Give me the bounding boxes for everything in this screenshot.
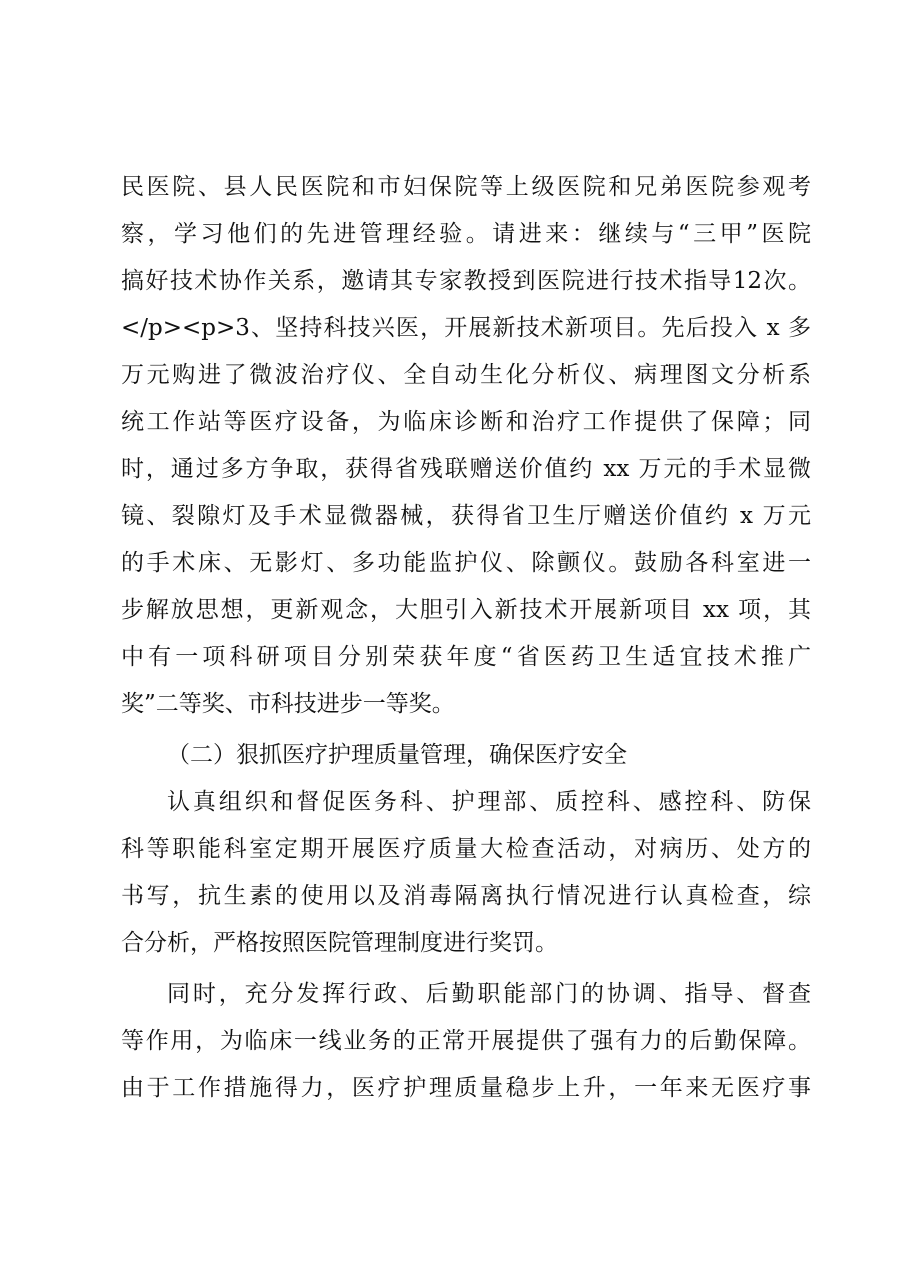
paragraph-line: 中有一项科研项目分别荣获年度“省医药卫生适宜技术推广 bbox=[121, 644, 811, 670]
paragraph-line: 认真组织和督促医务科、护理部、质控科、感控科、防保 bbox=[167, 789, 811, 815]
paragraph-1 bbox=[121, 164, 811, 728]
paragraph-line: 书写，抗生素的使用以及消毒隔离执行情况进行认真检查，综 bbox=[121, 883, 811, 909]
paragraph-line: 奖”二等奖、市科技进步一等奖。 bbox=[121, 691, 455, 717]
paragraph-line: 镜、裂隙灯及手术显微器械，获得省卫生厅赠送价值约 x 万元 bbox=[121, 503, 811, 529]
paragraph-line: 科等职能科室定期开展医疗质量大检查活动，对病历、处方的 bbox=[121, 836, 811, 862]
paragraph-line: 察，学习他们的先进管理经验。请进来：继续与“三甲”医院 bbox=[121, 221, 811, 247]
paragraph-line: 时，通过多方争取，获得省残联赠送价值约 xx 万元的手术显微 bbox=[121, 456, 811, 482]
paragraph-line: 等作用，为临床一线业务的正常开展提供了强有力的后勤保障。 bbox=[121, 1028, 811, 1054]
paragraph-line: 的手术床、无影灯、多功能监护仪、除颤仪。鼓励各科室进一 bbox=[121, 550, 811, 576]
paragraph-line: </p><p>3、坚持科技兴医，开展新技术新项目。先后投入 x 多 bbox=[121, 315, 811, 341]
paragraph-line: 搞好技术协作关系，邀请其专家教授到医院进行技术指导12次。 bbox=[121, 268, 811, 294]
paragraph-2 bbox=[121, 779, 811, 967]
paragraph-line: 万元购进了微波治疗仪、全自动生化分析仪、病理图文分析系 bbox=[121, 362, 811, 388]
paragraph-line: 合分析，严格按照医院管理制度进行奖罚。 bbox=[121, 930, 558, 956]
paragraph-line: 民医院、县人民医院和市妇保院等上级医院和兄弟医院参观考 bbox=[121, 174, 811, 200]
paragraph-line: 同时，充分发挥行政、后勤职能部门的协调、指导、督查 bbox=[167, 981, 811, 1007]
paragraph-line: 步解放思想，更新观念，大胆引入新技术开展新项目 xx 项，其 bbox=[121, 597, 811, 623]
paragraph-3 bbox=[121, 971, 811, 1112]
paragraph-line: 统工作站等医疗设备，为临床诊断和治疗工作提供了保障；同 bbox=[121, 409, 811, 435]
paragraph-line: 由于工作措施得力，医疗护理质量稳步上升，一年来无医疗事 bbox=[121, 1075, 811, 1101]
section-heading: （二）狠抓医疗护理质量管理，确保医疗安全 bbox=[167, 742, 627, 768]
document-body bbox=[121, 164, 811, 1112]
